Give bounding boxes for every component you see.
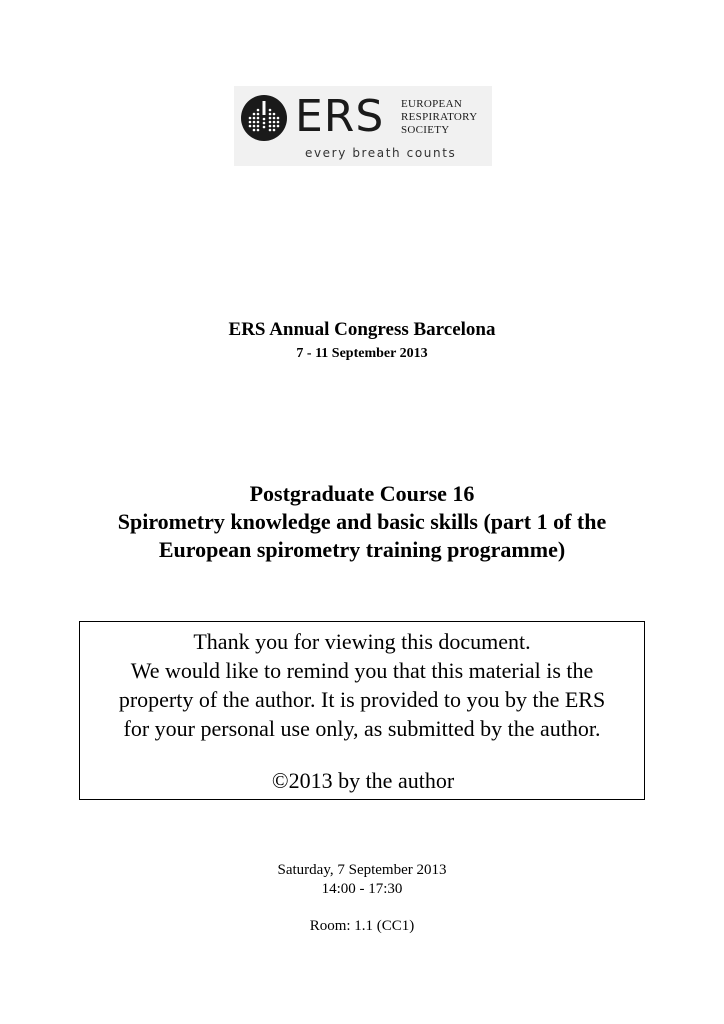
logo-society-line: EUROPEAN bbox=[401, 98, 463, 110]
logo-society-line: RESPIRATORY bbox=[401, 111, 478, 123]
logo-society-line: SOCIETY bbox=[401, 124, 450, 136]
ers-logo bbox=[234, 86, 492, 166]
notice-line: for your personal use only, as submitted by the author. bbox=[123, 716, 601, 741]
notice-text bbox=[80, 622, 644, 743]
congress-dates: 7 - 11 September 2013 bbox=[296, 346, 428, 361]
session-info bbox=[0, 861, 724, 899]
copyright-icon: © bbox=[271, 768, 289, 793]
copyright-line bbox=[80, 768, 646, 794]
session-room: Room: 1.1 (CC1) bbox=[309, 918, 415, 934]
lungs-dots-icon bbox=[241, 95, 287, 141]
copyright-notice-box bbox=[79, 621, 645, 800]
notice-line: property of the author. It is provided to you by the ERS bbox=[118, 687, 606, 712]
logo-tagline: every breath counts bbox=[305, 146, 457, 160]
session-time: 14:00 - 17:30 bbox=[321, 881, 403, 897]
course-title-line: Spirometry knowledge and basic skills (part 1 of the bbox=[117, 509, 607, 534]
course-title bbox=[0, 480, 724, 564]
session-day: Saturday, 7 September 2013 bbox=[277, 862, 447, 878]
congress-title: ERS Annual Congress Barcelona bbox=[228, 319, 496, 340]
course-title-line: European spirometry training programme) bbox=[158, 537, 566, 562]
notice-line: Thank you for viewing this document. bbox=[193, 629, 531, 654]
course-title-line: Postgraduate Course 16 bbox=[249, 481, 475, 506]
logo-acronym: ERS bbox=[295, 91, 385, 142]
copyright-text: 2013 by the author bbox=[288, 768, 455, 793]
notice-line: We would like to remind you that this material is the bbox=[130, 658, 594, 683]
logo-society-name bbox=[401, 98, 477, 137]
